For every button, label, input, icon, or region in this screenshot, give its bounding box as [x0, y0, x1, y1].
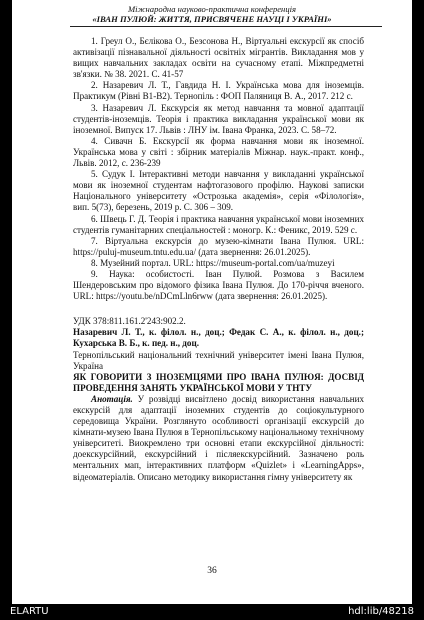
reference-item: 6. Швець Г. Д. Теорія і практика навчання української мови іноземних студентів гуманітарних спеціальностей : моногр. К.: Феникс, 2019. 529 с.: [73, 213, 364, 235]
repository-name: ELARTU: [10, 606, 49, 617]
reference-item: 2. Назаревич Л. Т., Гавдида Н. І. Українська мова для іноземців. Практикум (Рівні В1-В2). Тернопіль : ФОП Паляниця В. А., 2017. 212 с.: [73, 80, 364, 102]
repository-footer: [0, 604, 424, 620]
handle-id: hdl:lib/48218: [348, 606, 414, 617]
udc-code: УДК 378:811.161.2'243:902.2.: [73, 316, 186, 327]
reference-item: 8. Музейний портал. URL: https://museum-portal.com/ua/muzeyi: [91, 257, 335, 268]
header-rule: [70, 26, 382, 27]
conference-title: «ІВАН ПУЛЮЙ: ЖИТТЯ, ПРИСВЯЧЕНЕ НАУЦІ І УКРАЇНІ»: [92, 14, 332, 24]
page-content: [73, 36, 364, 483]
reference-item: 1. Греул О., Бєлікова О., Безсонова Н., Віртуальні екскурсії як спосіб активізації пізнавальної діяльності освітніх мігрантів. Викладання мов у вищих навчальних закладах освіти на сучасному етапі. Міжпредметні зв'язки. № 38. 2021. С. 41-57: [73, 36, 364, 80]
annotation-text: У розвідці висвітлено досвід використання навчальних екскурсій для адаптації іноземних студентів до соціокультурного середовища України. Розглянуто особливості організації екскурсій до кімнати-музею Івана Пулюя в Тернопільському національному технічному університеті. Виокремлено три основні етапи екскурсійної діяльності: доекскурсійний, екскурсійний і післяекскурсійний. Зазначено роль ментальних мап, інтерактивних платформ «Quizlet» і «LearningApps», відеоматеріалів. Описано методику використання гімну університету як: [73, 393, 365, 482]
reference-item: 9. Наука: особистості. Іван Пулюй. Розмова з Василем Шендеровським про відомого фізика Івана Пулюя. До 170-річчя вченого. URL: https://youtu.be/nDCmLln6rww (дата звернення: 26.01.2025).: [73, 268, 364, 302]
document-page: [12, 0, 412, 604]
article-title: ЯК ГОВОРИТИ З ІНОЗЕМЦЯМИ ПРО ІВАНА ПУЛЮЯ: ДОСВІД ПРОВЕДЕННЯ ЗАНЯТЬ УКРАЇНСЬКОЇ МОВИ У ТНТУ: [73, 371, 364, 393]
reference-item: 5. Судук І. Інтерактивні методи навчання у викладанні української мови як іноземної студентам нафтогазового профілю. Наукові записки Національного університету «Острозька академія», серія «Філологія», вип. 5(73), березень, 2019 р. С. 306 – 309.: [73, 169, 364, 213]
reference-item: 4. Сивачн Б. Екскурсії як форма навчання мови як іноземної. Українська мова у світі : збірник матеріалів Міжнар. наук.-практ. конф., Львів. 2012, с. 236-239: [73, 135, 364, 169]
authors: Назаревич Л. Т., к. філол. н., доц.; Федак С. А., к. філол. н., доц.; Кухарська В. Б., к. пед. н., доц.: [73, 327, 364, 349]
annotation: [73, 394, 364, 483]
reference-item: 7. Віртуальна екскурсія до музею-кімнати Івана Пулюя. URL: https://puluj-museum.tntu.edu.ua/ (дата звернення: 26.01.2025).: [73, 235, 364, 257]
conference-name: Міжнародна науково-практична конференція: [128, 4, 296, 14]
conference-header: [12, 4, 412, 24]
affiliation: Тернопільський національний технічний університет імені Івана Пулюя, Україна: [73, 349, 364, 371]
page-number: 36: [207, 566, 217, 576]
reference-item: 3. Назаревич Л. Екскурсія як метод навчання та мовної адаптації студентів-іноземців. Теорія і практика викладання української мови як іноземної. Випуск 17. Львів : ЛНУ ім. Івана Франка, 2023. С. 58–72.: [73, 102, 364, 135]
annotation-label: Анотація.: [91, 393, 133, 404]
